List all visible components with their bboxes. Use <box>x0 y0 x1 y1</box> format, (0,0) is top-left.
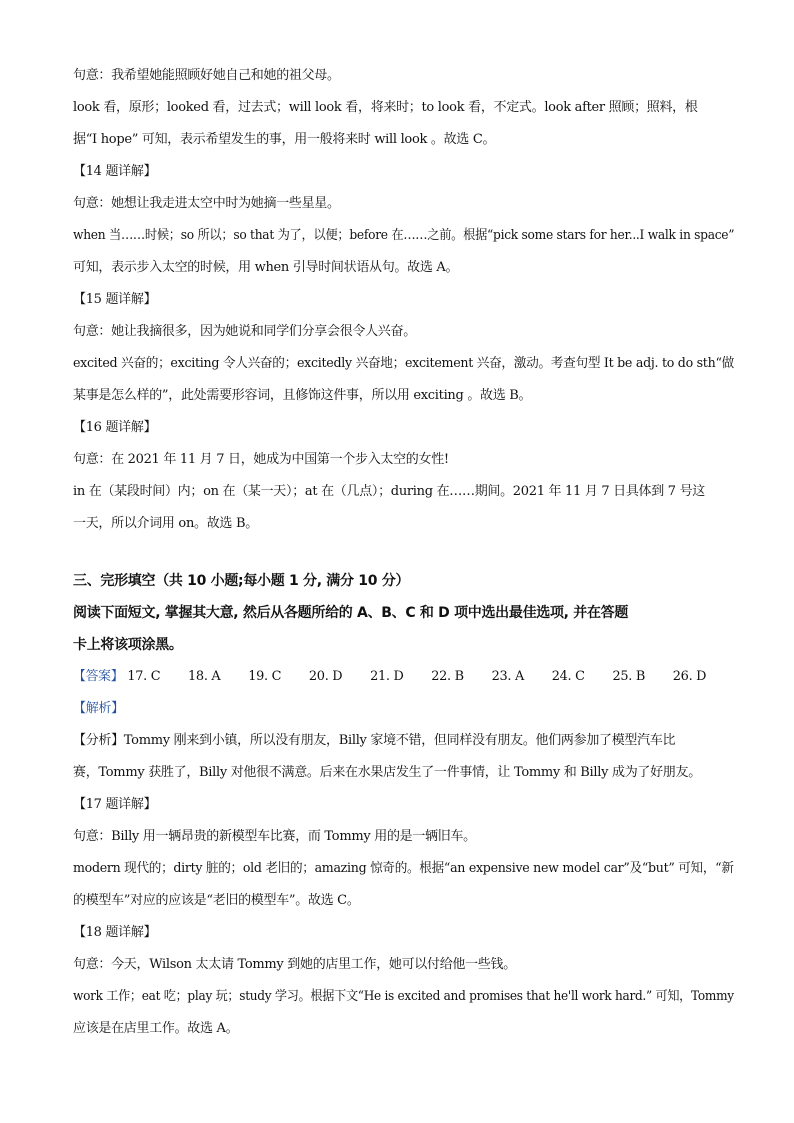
subheading: 【16 题详解】 <box>73 420 157 435</box>
subheading: 【14 题详解】 <box>73 164 157 179</box>
text-line: excited 兴奋的；exciting 令人兴奋的；excitedly 兴奋地；excitement 兴奋，激动。考查句型 It be adj. to do sth“做 <box>73 356 734 371</box>
text-line: 句意：Billy 用一辆昂贵的新模型车比赛，而 Tommy 用的是一辆旧车。 <box>73 829 476 844</box>
text-line: look 看，原形；looked 看，过去式；will look 看，将来时；to look 看，不定式。look after 照顾；照料，根 <box>73 100 698 115</box>
text-line: 一天，所以介词用 on。故选 B。 <box>73 516 258 531</box>
answer-item: 23. A <box>491 669 524 684</box>
text-line: in 在（某段时间）内；on 在（某一天）；at 在（几点）；during 在……期间。2021 年 11 月 7 日具体到 7 号这 <box>73 484 705 499</box>
text-line: 句意：她让我摘很多，因为她说和同学们分享会很令人兴奋。 <box>73 324 416 339</box>
answer-tag: 【答案】 <box>73 669 124 684</box>
section-title: 三、完形填空（共 10 小题;每小题 1 分, 满分 10 分） <box>73 573 410 589</box>
answer-row <box>73 669 717 685</box>
text-line: 句意：在 2021 年 11 月 7 日，她成为中国第一个步入太空的女性! <box>73 452 449 467</box>
text-line: work 工作；eat 吃；play 玩；study 学习。根据下文“He is excited and promises that he'll work hard.” 可知，Tommy <box>73 989 734 1004</box>
answer-item: 24. C <box>551 669 585 684</box>
subheading: 【15 题详解】 <box>73 292 157 307</box>
text-line: 可知，表示步入太空的时候，用 when 引导时间状语从句。故选 A。 <box>73 260 459 275</box>
answer-item: 26. D <box>672 669 707 684</box>
subheading: 【17 题详解】 <box>73 797 157 812</box>
instruction-line: 卡上将该项涂黑。 <box>73 637 183 653</box>
answer-item: 19. C <box>248 669 282 684</box>
analysis-tag: 【解析】 <box>73 701 124 716</box>
instruction-line: 阅读下面短文, 掌握其大意, 然后从各题所给的 A、B、C 和 D 项中选出最佳选项, 并在答题 <box>73 605 629 621</box>
text-line: 句意：她想让我走进太空中时为她摘一些星星。 <box>73 196 340 211</box>
subheading: 【18 题详解】 <box>73 925 157 940</box>
answer-item: 25. B <box>612 669 646 684</box>
text-line: 句意：今天，Wilson 太太请 Tommy 到她的店里工作，她可以付给他一些钱。 <box>73 957 516 972</box>
text-line: 的模型车”对应的应该是“老旧的模型车”。故选 C。 <box>73 893 360 908</box>
answer-item: 21. D <box>370 669 404 684</box>
text-line: 【分析】Tommy 刚来到小镇，所以没有朋友，Billy 家境不错，但同样没有朋友。他们两参加了模型汽车比 <box>73 733 676 748</box>
answer-item: 18. A <box>188 669 221 684</box>
text-line: 据“I hope” 可知，表示希望发生的事，用一般将来时 will look 。故选 C。 <box>73 132 496 147</box>
answer-item: 17. C <box>127 669 161 684</box>
answer-item: 20. D <box>308 669 343 684</box>
text-line: 某事是怎么样的”，此处需要形容词，且修饰这件事，所以用 exciting 。故选 B。 <box>73 388 532 403</box>
text-line: 应该是在店里工作。故选 A。 <box>73 1021 239 1036</box>
text-line: 句意：我希望她能照顾好她自己和她的祖父母。 <box>73 68 340 83</box>
answer-item: 22. B <box>431 669 464 684</box>
text-line: modern 现代的；dirty 脏的；old 老旧的；amazing 惊奇的。根据“an expensive new model car”及“but” 可知，“新 <box>73 861 734 876</box>
text-line: 赛，Tommy 获胜了，Billy 对他很不满意。后来在水果店发生了一件事情，让 Tommy 和 Billy 成为了好朋友。 <box>73 765 701 780</box>
text-line: when 当……时候；so 所以；so that 为了，以便；before 在……之前。根据“pick some stars for her...I walk in space” <box>73 228 735 243</box>
